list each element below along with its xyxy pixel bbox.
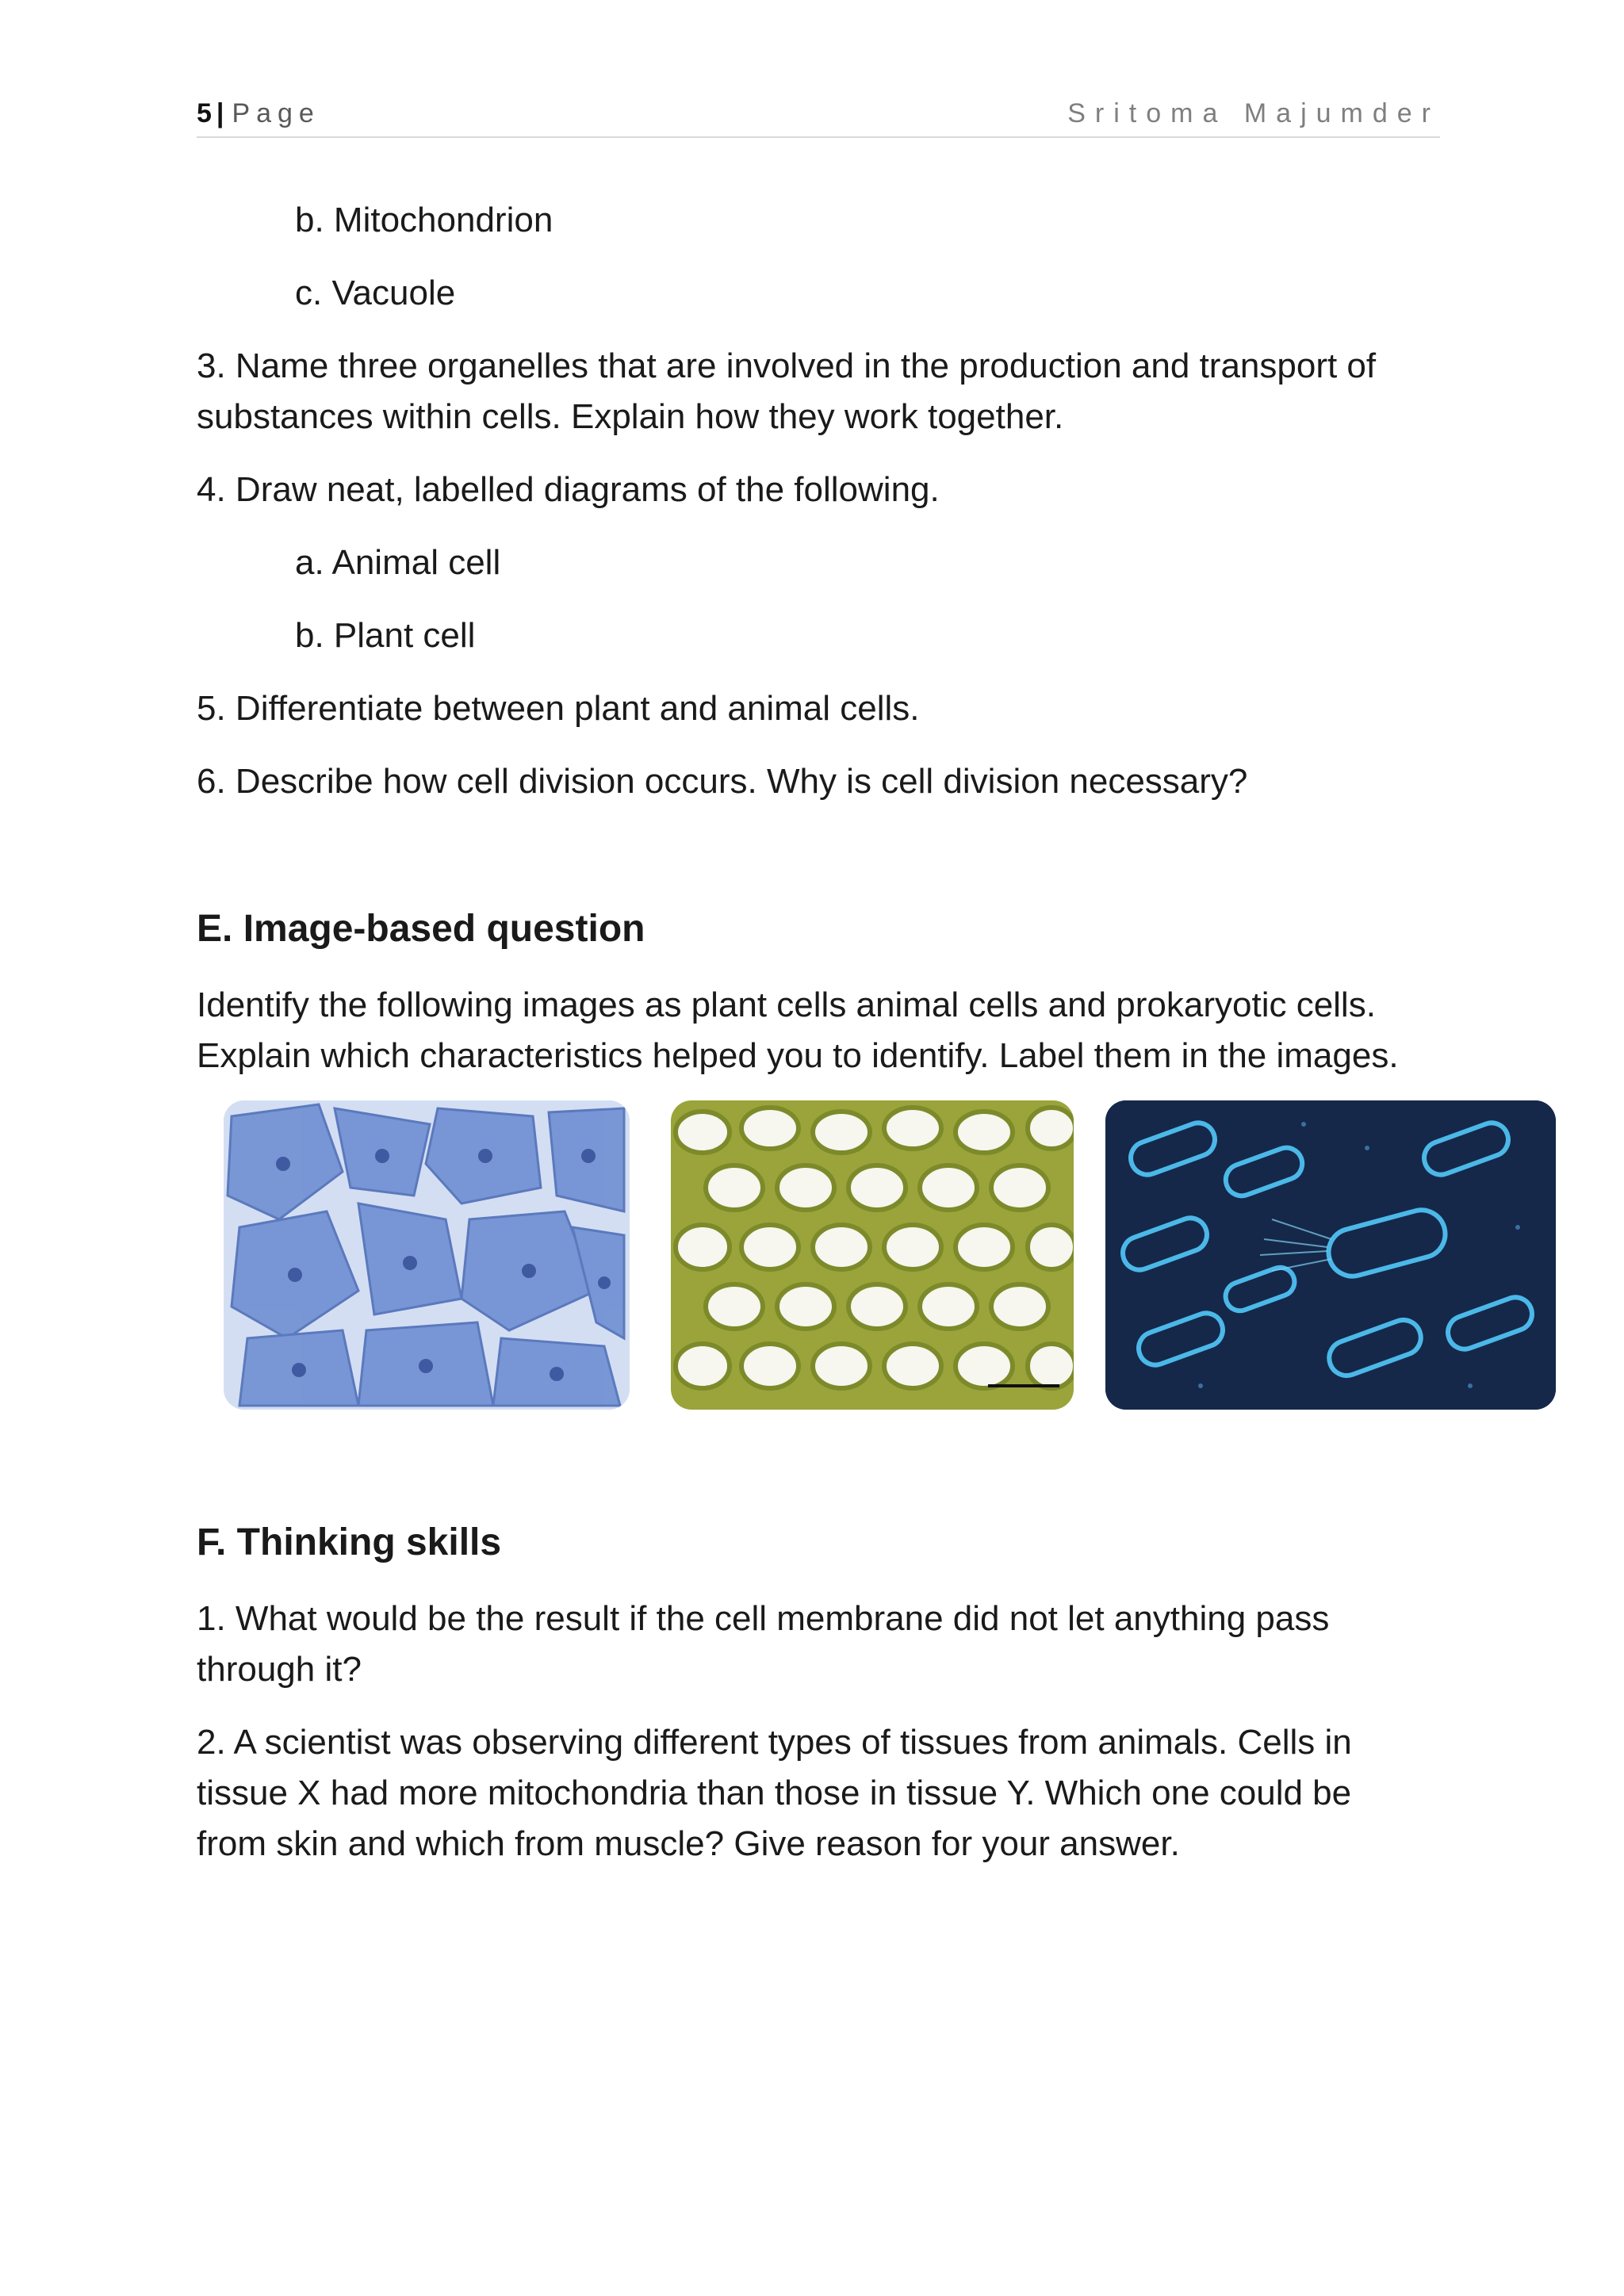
page-word: Page: [232, 98, 320, 128]
option-a-animal-cell: a. Animal cell: [295, 543, 501, 582]
option-b-mitochondrion: b. Mitochondrion: [295, 201, 553, 239]
section-e-text-line-1: Identify the following images as plant cells animal cells and prokaryotic cells.: [197, 985, 1376, 1024]
plant-cells-micrograph-icon: [671, 1100, 1074, 1410]
question-3-line-2: substances within cells. Explain how they work together.: [197, 397, 1064, 436]
plant-cells-image: [671, 1100, 1074, 1410]
section-e-text-line-2: Explain which characteristics helped you to identify. Label them in the images.: [197, 1036, 1399, 1075]
question-4: 4. Draw neat, labelled diagrams of the following.: [197, 470, 940, 509]
question-3-line-1: 3. Name three organelles that are involved in the production and transport of: [197, 346, 1377, 385]
header-separator: |: [216, 98, 224, 128]
bacteria-image: [1105, 1100, 1556, 1410]
animal-cells-micrograph-icon: [224, 1100, 630, 1410]
option-b-plant-cell: b. Plant cell: [295, 616, 476, 655]
page-number: 5: [197, 98, 212, 128]
section-e-heading: E. Image-based question: [197, 908, 645, 950]
author-name: Sritoma Majumder: [1067, 98, 1440, 128]
section-f-question-2-line-3: from skin and which from muscle? Give reason for your answer.: [197, 1824, 1180, 1863]
animal-cells-image: [224, 1100, 630, 1410]
page-header: [197, 95, 1440, 138]
question-5: 5. Differentiate between plant and animal cells.: [197, 689, 920, 728]
section-f-question-2-line-2: tissue X had more mitochondria than those in tissue Y. Which one could be: [197, 1774, 1352, 1812]
option-c-vacuole: c. Vacuole: [295, 274, 456, 312]
section-f-question-1-line-1: 1. What would be the result if the cell membrane did not let anything pass: [197, 1599, 1330, 1638]
bacteria-illustration-icon: [1105, 1100, 1556, 1410]
section-f-question-1-line-2: through it?: [197, 1650, 362, 1689]
question-6: 6. Describe how cell division occurs. Why is cell division necessary?: [197, 762, 1248, 801]
page-number-label: [197, 98, 320, 129]
section-f-heading: F. Thinking skills: [197, 1521, 502, 1563]
section-f-question-2-line-1: 2. A scientist was observing different types of tissues from animals. Cells in: [197, 1723, 1352, 1762]
